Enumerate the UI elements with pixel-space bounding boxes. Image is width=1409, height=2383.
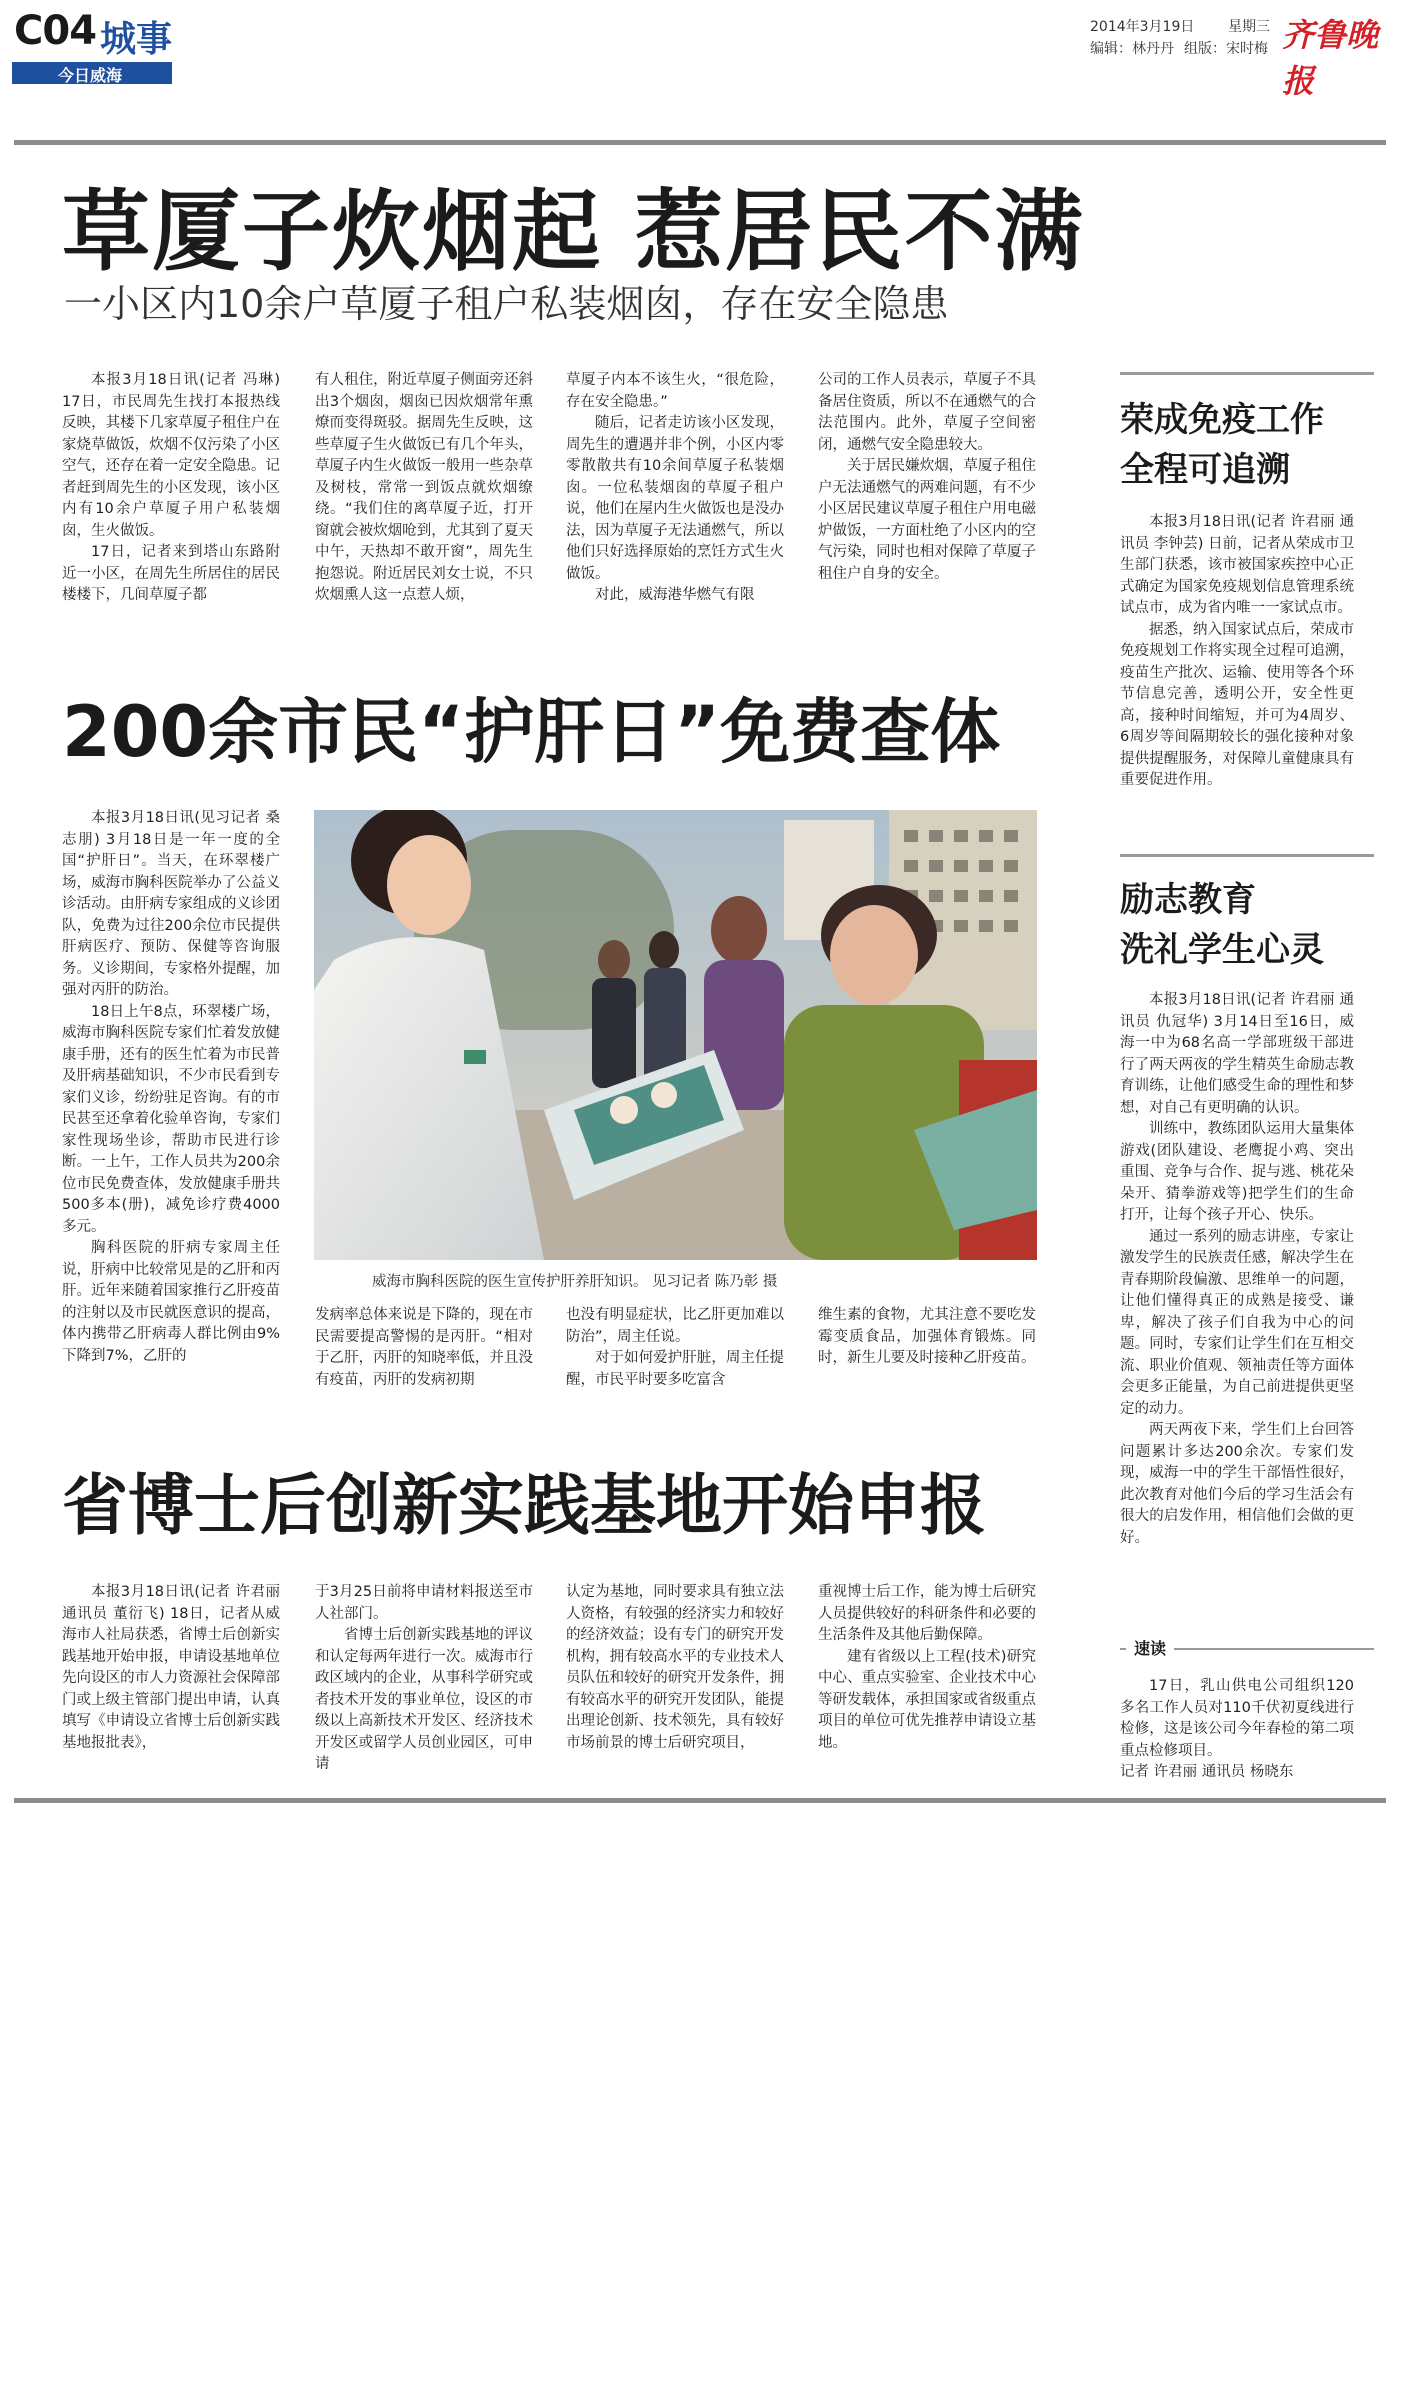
article3-col-1 bbox=[62, 1582, 280, 1754]
article2-left-p3: 胸科医院的肝病专家周主任说，肝病中比较常见是的乙肝和丙肝。近年来随着国家推行乙肝疫苗的注射以及市民就医意识的提高，体内携带乙肝病毒人群比例由9%下降到7%，乙肝的 bbox=[62, 1240, 280, 1364]
article2-col-left bbox=[62, 808, 280, 1367]
brief-body bbox=[1120, 1676, 1354, 1784]
section-name: 城事 bbox=[100, 19, 173, 60]
footer-rule bbox=[14, 1798, 1386, 1803]
sidebar2-p3: 通过一系列的励志讲座，专家让激发学生的民族责任感，解决学生在青春期阶段偏激、思维单一的问题，让他们懂得真正的成熟是接受、谦卑，解决了孩子们自我为中心的问题。同时，专家们让学生们在互相交流、职业价值观、领袖责任等方面体会更多正能量，为自己前进提供更坚定的动力。 bbox=[1120, 1228, 1354, 1417]
article1-col-1 bbox=[62, 370, 280, 607]
article1-col-3 bbox=[566, 370, 784, 607]
sidebar1-title-line1: 荣成免疫工作 bbox=[1120, 400, 1324, 440]
header-rule bbox=[14, 140, 1386, 145]
article1-col2-p1: 有人租住，附近草厦子侧面旁还斜出3个烟囱，烟囱已因炊烟常年熏燎而变得斑驳。据周先生反映，这些草厦子生火做饭已有几个年头，草厦子内生火做饭一般用一些杂草及树枝，常常一到饭点就炊烟缭绕。“我们住的离草厦子近，打开窗就会被炊烟呛到，尤其到了夏天中午，天热却不敢开窗”，周先生抱怨说。附近居民刘女士说，不只炊烟熏人这一点惹人烦， bbox=[315, 372, 533, 603]
news-photo bbox=[314, 810, 1037, 1260]
article1-col4-p1: 公司的工作人员表示，草厦子不具备居住资质，所以不在通燃气的合法范围内。此外，草厦子空间密闭，通燃气安全隐患较大。 bbox=[818, 372, 1036, 453]
article3-col2-p1: 于3月25日前将申请材料报送至市人社部门。 bbox=[315, 1584, 533, 1622]
article3-col2-p2: 省博士后创新实践基地的评议和认定每两年进行一次。威海市行政区域内的企业，从事科学研究或者技术开发的事业单位，设区的市级以上高新技术开发区、经济技术开发区或留学人员创业园区，可申请 bbox=[315, 1627, 533, 1772]
article2-left-p2: 18日上午8点，环翠楼广场，威海市胸科医院专家们忙着发放健康手册，还有的医生忙着为市民普及肝病基础知识，不少市民看到专家们义诊，纷纷驻足咨询。有的市民甚至还拿着化验单咨询，专家们家性现场坐诊，帮助市民进行诊断。一上午，工作人员共为200余位市民免费查体，发放健康手册共500多本(册)，减免诊疗费4000多元。 bbox=[62, 1003, 280, 1235]
article2-col3-p1: 也没有明显症状，比乙肝更加难以防治”，周主任说。 bbox=[566, 1307, 784, 1345]
sidebar2-title-line2: 洗礼学生心灵 bbox=[1120, 930, 1324, 970]
article3-col1-p1: 本报3月18日讯(记者 许君丽 通讯员 董衍飞) 18日，记者从威海市人社局获悉，省博士后创新实践基地开始申报，申请设基地单位先向设区的市人力资源社会保障部门或上级主管部门提出申请，认真填写《申请设立省博士后创新实践基地报批表》， bbox=[62, 1584, 280, 1751]
article3-col-4 bbox=[818, 1582, 1036, 1754]
article1-col4-p2: 关于居民嫌炊烟，草厦子租住户无法通燃气的两难问题，有不少小区居民建议草厦子租住户用电磁炉做饭，一方面杜绝了小区内的空气污染，同时也相对保障了草厦子租住户自身的安全。 bbox=[818, 458, 1036, 582]
paper-logo: 齐鲁晚报 bbox=[1282, 16, 1379, 100]
sidebar2-p2: 训练中，教练团队运用大量集体游戏(团队建设、老鹰捉小鸡、突出重围、竞争与合作、捉与逃、桃花朵朵开、猜拳游戏等)把学生们的生命打开，让每个孩子开心、快乐。 bbox=[1120, 1121, 1354, 1223]
article1-col3-p1: 草厦子内本不该生火，“很危险，存在安全隐患。” bbox=[566, 372, 784, 410]
article2-col2-p1: 发病率总体来说是下降的，现在市民需要提高警惕的是丙肝。“相对于乙肝，丙肝的知晓率低，并且没有疫苗，丙肝的发病初期 bbox=[315, 1307, 533, 1388]
headline-2: 200余市民“护肝日”免费查体 bbox=[62, 691, 1001, 773]
article3-col3-p1: 认定为基地，同时要求具有独立法人资格，有较强的经济实力和较好的经济效益；设有专门的研究开发机构，拥有较高水平的专业技术人员队伍和较好的研究开发条件，拥有较高水平的研究开发团队，能提出理论创新、技术领先，具有较好市场前景的博士后研究项目， bbox=[566, 1584, 784, 1751]
headline-1: 草厦子炊烟起 惹居民不满 bbox=[62, 180, 1085, 283]
subsection-label: 今日威海 bbox=[58, 66, 123, 85]
headline-3: 省博士后创新实践基地开始申报 bbox=[62, 1467, 986, 1544]
sidebar2-body bbox=[1120, 990, 1354, 1549]
article3-col-2 bbox=[315, 1582, 533, 1776]
sidebar1-p2: 据悉，纳入国家试点后，荣成市免疫规划工作将实现全过程可追溯，疫苗生产批次、运输、使用等各个环节信息完善，透明公开，安全性更高，接种时间缩短，并可为4周岁、6周岁等间隔期较长的强化接种对象提供提醒服务，对保障儿童健康具有重要促进作用。 bbox=[1120, 621, 1354, 788]
sidebar2-p4: 两天两夜下来，学生们上台回答问题累计多达200余次。专家们发现，威海一中的学生干部悟性很好，此次教育对他们今后的学习生活会有很大的启发作用，相信他们会做的更好。 bbox=[1120, 1422, 1354, 1546]
sidebar1-title-line2: 全程可追溯 bbox=[1120, 450, 1290, 490]
designer-credit: 组版：宋时梅 bbox=[1184, 41, 1268, 57]
photo-illustration bbox=[314, 810, 1037, 1260]
brief-label: 速读 bbox=[1126, 1636, 1174, 1659]
article2-col-3 bbox=[566, 1305, 784, 1391]
brief-credit: 记者 许君丽 通讯员 杨晓东 bbox=[1120, 1764, 1294, 1780]
photo-caption: 威海市胸科医院的医生宣传护肝养肝知识。 见习记者 陈乃彰 摄 bbox=[372, 1274, 778, 1290]
article3-col4-p2: 建有省级以上工程(技术)研究中心、重点实验室、企业技术中心等研发载体，承担国家或省级重点项目的单位可优先推荐申请设立基地。 bbox=[818, 1648, 1036, 1751]
article2-col-2 bbox=[315, 1305, 533, 1391]
sidebar2-p1: 本报3月18日讯(记者 许君丽 通讯员 仇冠华) 3月14日至16日，威海一中为68名高一学部班级干部进行了两天两夜的学生精英生命励志教育训练，让他们感受生命的理性和梦想，对自己有更明确的认识。 bbox=[1120, 992, 1354, 1116]
editor-credit: 编辑：林丹丹 bbox=[1090, 41, 1174, 57]
article2-col4-p1: 维生素的食物，尤其注意不要吃发霉变质食品，加强体育锻炼。同时，新生儿要及时接种乙肝疫苗。 bbox=[818, 1307, 1036, 1366]
page-code: C04 bbox=[14, 8, 97, 54]
article1-col-4 bbox=[818, 370, 1036, 585]
article2-left-p1: 本报3月18日讯(见习记者 桑志朋) 3月18日是一年一度的全国“护肝日”。当天，在环翠楼广场，威海市胸科医院举办了公益义诊活动。由肝病专家组成的义诊团队，免费为过往200余位市民提供肝病医疗、预防、保健等咨询服务。义诊期间，专家格外提醒，加强对丙肝的防治。 bbox=[62, 810, 280, 998]
article3-col4-p1: 重视博士后工作，能为博士后研究人员提供较好的科研条件和必要的生活条件及其他后勤保障。 bbox=[818, 1584, 1036, 1643]
sidebar1-body bbox=[1120, 512, 1354, 792]
article1-col1-p1: 本报3月18日讯(记者 冯琳) 17日，市民周先生找打本报热线反映，其楼下几家草厦子租住户在家烧草做饭，炊烟不仅污染了小区空气，还存在着一定安全隐患。记者赶到周先生的小区发现，该小区内有10余户草厦子用户私装烟囱，生火做饭。 bbox=[62, 372, 280, 539]
article2-col-4 bbox=[818, 1305, 1036, 1370]
sidebar2-title-line1: 励志教育 bbox=[1120, 880, 1256, 920]
sidebar-rule-top bbox=[1120, 372, 1374, 375]
sidebar-rule-mid bbox=[1120, 854, 1374, 857]
sidebar1-p1: 本报3月18日讯(记者 许君丽 通讯员 李钟芸) 日前，记者从荣成市卫生部门获悉，该市被国家疾控中心正式确定为国家免疫规划信息管理系统试点市，成为省内唯一一家试点市。 bbox=[1120, 514, 1354, 616]
article1-col1-p2: 17日，记者来到塔山东路附近一小区，在周先生所居住的居民楼楼下，几间草厦子都 bbox=[62, 544, 280, 603]
article3-col-3 bbox=[566, 1582, 784, 1754]
article2-col3-p2: 对于如何爱护肝脏，周主任提醒，市民平时要多吃富含 bbox=[566, 1350, 784, 1388]
article1-col3-p2: 随后，记者走访该小区发现，周先生的遭遇并非个例，小区内零零散散共有10余间草厦子私装烟囱。一位私装烟囱的草厦子租户说，他们在屋内生火做饭也是没办法，因为草厦子无法通燃气，所以他们只好选择原始的烹饪方式生火做饭。 bbox=[566, 415, 784, 582]
issue-date: 2014年3月19日 bbox=[1090, 19, 1195, 35]
page-header bbox=[0, 0, 1409, 100]
article1-col3-p3: 对此，威海港华燃气有限 bbox=[595, 587, 755, 603]
issue-weekday: 星期三 bbox=[1228, 19, 1270, 35]
subheadline-1: 一小区内10余户草厦子租户私装烟囱，存在安全隐患 bbox=[64, 282, 949, 326]
brief-p1: 17日，乳山供电公司组织120多名工作人员对110千伏初夏线进行检修，这是该公司今年春检的第二项重点检修项目。 bbox=[1120, 1678, 1354, 1759]
article1-col-2 bbox=[315, 370, 533, 607]
